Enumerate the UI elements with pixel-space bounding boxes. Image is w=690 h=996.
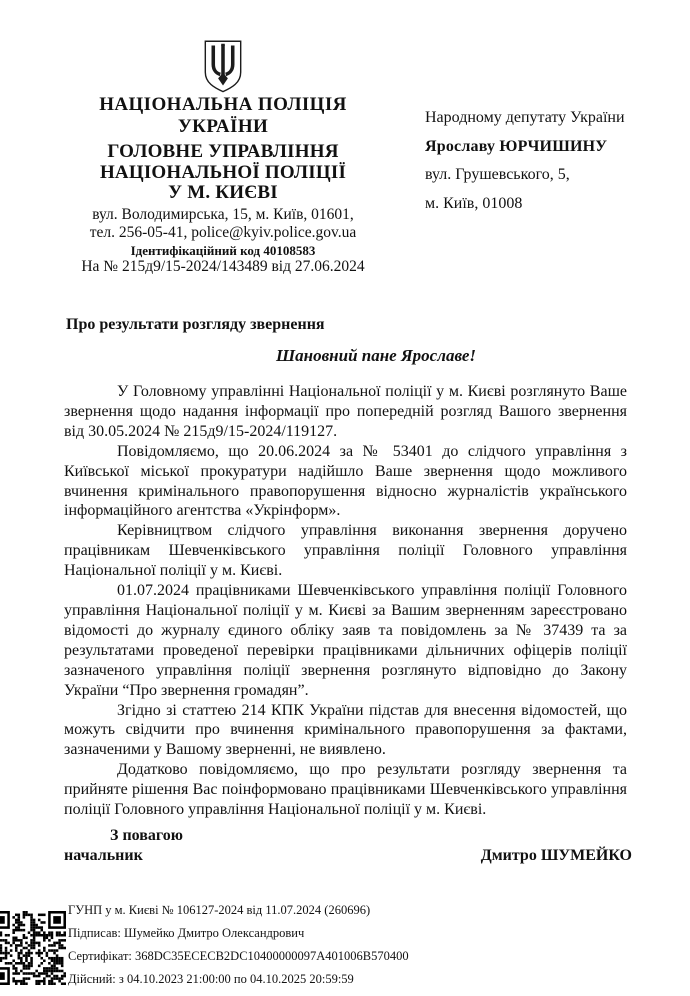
letterhead-sender-block	[62, 38, 384, 275]
signer-name: Дмитро ШУМЕЙКО	[480, 847, 632, 864]
org-ident-code: Ідентифікаційний код 40108583	[130, 242, 316, 258]
recipient-title: Народному депутату України	[425, 109, 625, 126]
body-paragraph: У Головному управлінні Національної поліції у м. Києві розглянуто Ваше звернення щодо надання інформації про попередній розгляд Вашого звернення від 30.05.2024 № 215д9/15-2024/119127.	[64, 383, 627, 440]
stamp-validity-line: Дійсний: з 04.10.2023 21:00:00 по 04.10.2025 20:59:59	[68, 972, 354, 986]
letter-subject: Про результати розгляду звернення	[66, 316, 325, 333]
recipient-name: Ярославу ЮРЧИШИНУ	[425, 137, 608, 155]
body-paragraph: Додатково повідомляємо, що про результати розгляду звернення та прийняте рішення Вас поінформовано працівниками Шевченківського управління поліції Головного управління Національної поліції у м. Києві.	[64, 761, 627, 819]
stamp-certificate-line: Сертифікат: 368DC35ECECB2DC10400000097A401006B570400	[68, 949, 409, 963]
salutation: Шановний пане Ярославе!	[276, 346, 476, 365]
org-name-line2: УКРАЇНИ	[177, 116, 269, 137]
signer-position: начальник	[64, 847, 143, 864]
stamp-registration-line: ГУНП у м. Києві № 106127-2024 від 11.07.2024 (260696)	[68, 903, 371, 917]
body-paragraph: 01.07.2024 працівниками Шевченківського управління поліції Головного управління Національної поліції у м. Києві за Вашим зверненням зареєстровано відомості до журналу єдиного обліку заяв та повідомлень за № 37439 та за результатами проведеної перевірки працівниками дільничних офіцерів поліції зазначеного управління поліції звернення розглянуто відповідно до Закону України “Про звернення громадян”.	[64, 582, 627, 699]
stamp-signer-line: Підписав: Шумейко Дмитро Олександрович	[68, 926, 305, 940]
org-dept-line1: ГОЛОВНЕ УПРАВЛІННЯ	[107, 141, 339, 162]
digital-stamp-block	[68, 903, 628, 995]
signature-closing: З повагою	[110, 827, 183, 844]
recipient-address-line2: м. Київ, 01008	[425, 194, 523, 212]
org-address-line2: тел. 256-05-41, police@kyiv.police.gov.ua	[89, 223, 357, 241]
body-paragraph: Керівництвом слідчого управління виконання звернення доручено працівникам Шевченківського управління поліції Головного управління Національної поліції у м. Києві.	[64, 522, 627, 580]
body-paragraph: Повідомляємо, що 20.06.2024 за № 53401 до слідчого управління з Київської міської прокуратури надійшло Ваше звернення щодо можливого вчинення кримінального правопорушення відносно журналістів українського інформаційного агентства «Укрінформ».	[64, 442, 627, 520]
org-name-line1: НАЦІОНАЛЬНА ПОЛІЦІЯ	[99, 94, 347, 115]
recipient-address-line1: вул. Грушевського, 5,	[425, 166, 570, 183]
recipient-block	[425, 104, 675, 218]
reference-number-line: На № 215д9/15-2024/143489 від 27.06.2024	[81, 257, 365, 275]
org-address-line1: вул. Володимирська, 15, м. Київ, 01601,	[92, 205, 354, 223]
org-dept-line2: НАЦІОНАЛЬНОЇ ПОЛІЦІЇ	[99, 161, 347, 183]
letter-body	[64, 382, 627, 820]
ukraine-trident-emblem-icon	[200, 38, 246, 94]
org-address	[62, 206, 384, 242]
org-department	[62, 142, 384, 204]
signature-block	[64, 826, 632, 866]
body-paragraph: Згідно зі статтею 214 КПК України підстав для внесення відомостей, що можуть свідчити про вчинення кримінального правопорушення за фактами, зазначеними у Вашому зверненні, не виявлено.	[64, 701, 627, 759]
org-dept-line3: У М. КИЄВІ	[168, 182, 278, 203]
org-name	[62, 94, 384, 138]
qr-code-icon	[0, 911, 66, 996]
